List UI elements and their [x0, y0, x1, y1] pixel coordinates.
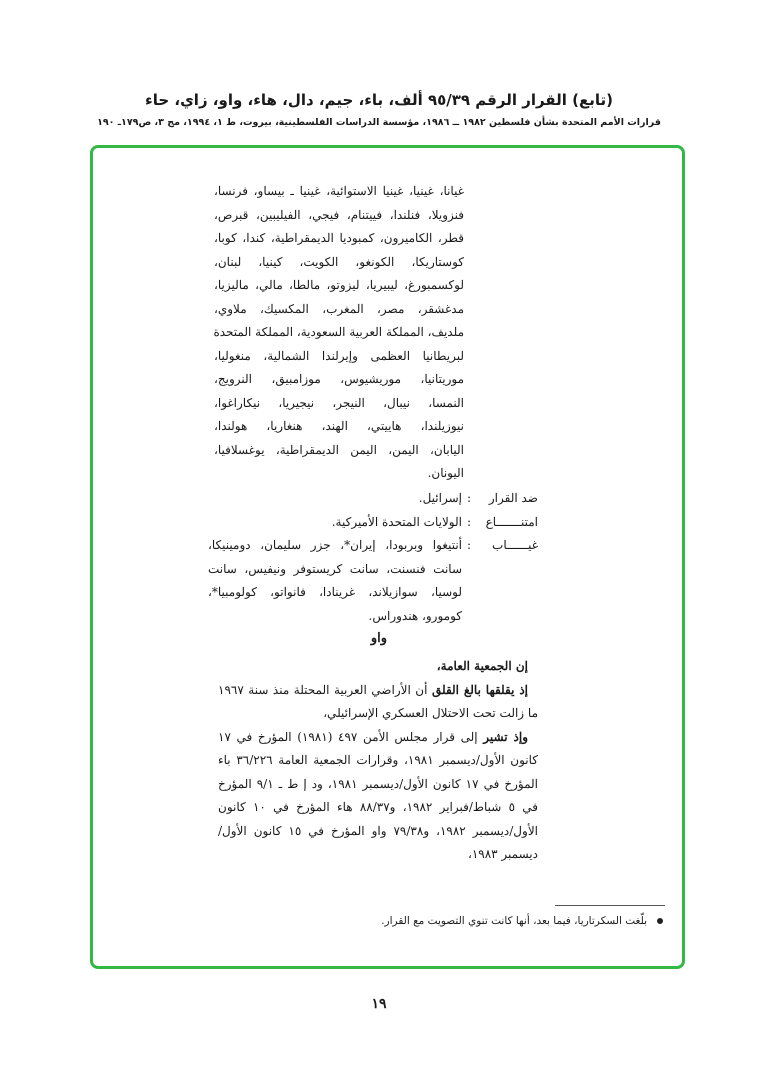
vote-against-row: ضد القرار : إسرائيل.	[208, 487, 538, 511]
countries-line: النمسا، نيبال، النيجر، نيجيريا، نيكاراغوا،	[214, 395, 464, 410]
countries-list	[214, 180, 464, 486]
para1-lead: إذ يقلقها بالغ القلق	[431, 682, 528, 697]
vote-against-value: إسرائيل.	[418, 491, 462, 505]
countries-line: لوكسمبورغ، ليبيريا، ليزوتو، مالطا، مالي، ماليزيا،	[214, 278, 464, 292]
vote-abstain-row: امتنـــــــاع : الولايات المتحدة الأميركية.	[208, 511, 538, 535]
resolution-title: (تابع) القرار الرقم ٩٥/٣٩ ألف، باء، جيم، دال، هاء، واو، زاي، حاء	[145, 91, 613, 109]
countries-line: كوستاريكا، الكونغو، الكويت، كينيا، لبنان،	[214, 254, 464, 269]
para2-line: المؤرخ في ١٧ كانون الأول/ديسمبر ١٩٨١، ود إ ط ـ ٩/١ المؤرخ	[218, 776, 539, 791]
para1-line: إذ يقلقها بالغ القلق أن الأراضي العربية المحتلة منذ سنة ١٩٦٧	[218, 682, 528, 697]
vote-absent-row: غيــــــاب : أنتيغوا وبربودا، إيران*، جزر سليمان، دومينيكا، سانت فنسنت، سانت كريستوفر ونيفيس، سانت لوسيا، سوازيلاند، غرينادا، فانواتو، كولومبيا*، كومورو، هندوراس.	[208, 534, 538, 628]
footnote	[381, 913, 663, 929]
vote-absent-list	[208, 534, 462, 628]
absent-line: أنتيغوا وبربودا، إيران*، جزر سليمان، دومينيكا،	[208, 538, 462, 552]
footnote-text: بلّغت السكرتاريا، فيما بعد، أنها كانت تنوي التصويت مع القرار.	[381, 915, 647, 927]
countries-line: مدغشقر، مصر، المغرب، المكسيك، ملاوي،	[214, 301, 464, 316]
para2-line: كانون الأول/ديسمبر ١٩٨١، وقرارات الجمعية العامة ٣٦/٢٢٦ باء	[218, 753, 539, 767]
para2-line: ديسمبر ١٩٨٣،	[467, 847, 538, 861]
vote-absent-label: غيــــــاب	[492, 538, 538, 552]
source-citation: قرارات الأمم المتحدة بشأن فلسطين ١٩٨٢ ــ ١٩٨٦، مؤسسة الدراسات الفلسطينية، بيروت، ط ١، ١٩٩٤، مج ٣، ص١٧٩ـ ١٩٠	[97, 117, 661, 128]
absent-line: كومورو، هندوراس.	[368, 608, 462, 623]
para1-line: ما زالت تحت الاحتلال العسكري الإسرائيلي،	[323, 706, 538, 720]
absent-line: لوسيا، سوازيلاند، غرينادا، فانواتو، كولومبيا*،	[208, 585, 462, 599]
para2-line: وإذ تشير إلى قرار مجلس الأمن ٤٩٧ (١٩٨١) المؤرخ في ١٧	[218, 729, 529, 744]
countries-line: غيانا، غينيا، غينيا الاستوائية، غينيا ـ بيساو، فرنسا،	[214, 184, 464, 198]
countries-line: قطر، الكاميرون، كمبوديا الديمقراطية، كندا، كوبا،	[214, 231, 464, 245]
countries-line: اليونان.	[427, 466, 464, 480]
para2-lead: وإذ تشير	[483, 729, 529, 744]
footnote-separator	[555, 905, 665, 906]
vote-against-label: ضد القرار	[488, 491, 538, 505]
page-header	[0, 90, 758, 130]
para2-line: الأول/ديسمبر ١٩٨٢، و٧٩/٣٨ واو المؤرخ في ١٥ كانون الأول/	[218, 823, 539, 838]
assembly-line: إن الجمعية العامة،	[436, 659, 528, 673]
bullet-icon	[657, 918, 663, 924]
countries-line: لبريطانيا العظمى وإيرلندا الشمالية، منغوليا،	[214, 348, 464, 363]
page-number: ١٩	[371, 996, 387, 1012]
absent-line: سانت فنسنت، سانت كريستوفر ونيفيس، سانت	[208, 561, 462, 576]
vote-abstain-label: امتنـــــــاع	[485, 514, 538, 529]
vote-abstain-value: الولايات المتحدة الأميركية.	[331, 514, 462, 529]
section-title: واو	[370, 631, 388, 646]
countries-line: موريتانيا، موريشيوس، موزامبيق، النرويج،	[214, 372, 464, 386]
countries-line: اليابان، اليمن، اليمن الديمقراطية، يوغسلافيا،	[214, 442, 464, 457]
countries-line: ملديف، المملكة العربية السعودية، المملكة المتحدة	[213, 325, 464, 339]
countries-line: نيوزيلندا، هاييتي، الهند، هنغاريا، هولندا،	[214, 419, 464, 433]
para2-line: في ٥ شباط/فبراير ١٩٨٢، و٨٨/٣٧ هاء المؤرخ في ١٠ كانون	[218, 800, 539, 814]
resolution-body	[218, 655, 538, 867]
vote-results	[208, 487, 538, 628]
countries-line: فنزويلا، فنلندا، فييتنام، فيجي، الفيليبين، قبرص،	[214, 207, 464, 222]
